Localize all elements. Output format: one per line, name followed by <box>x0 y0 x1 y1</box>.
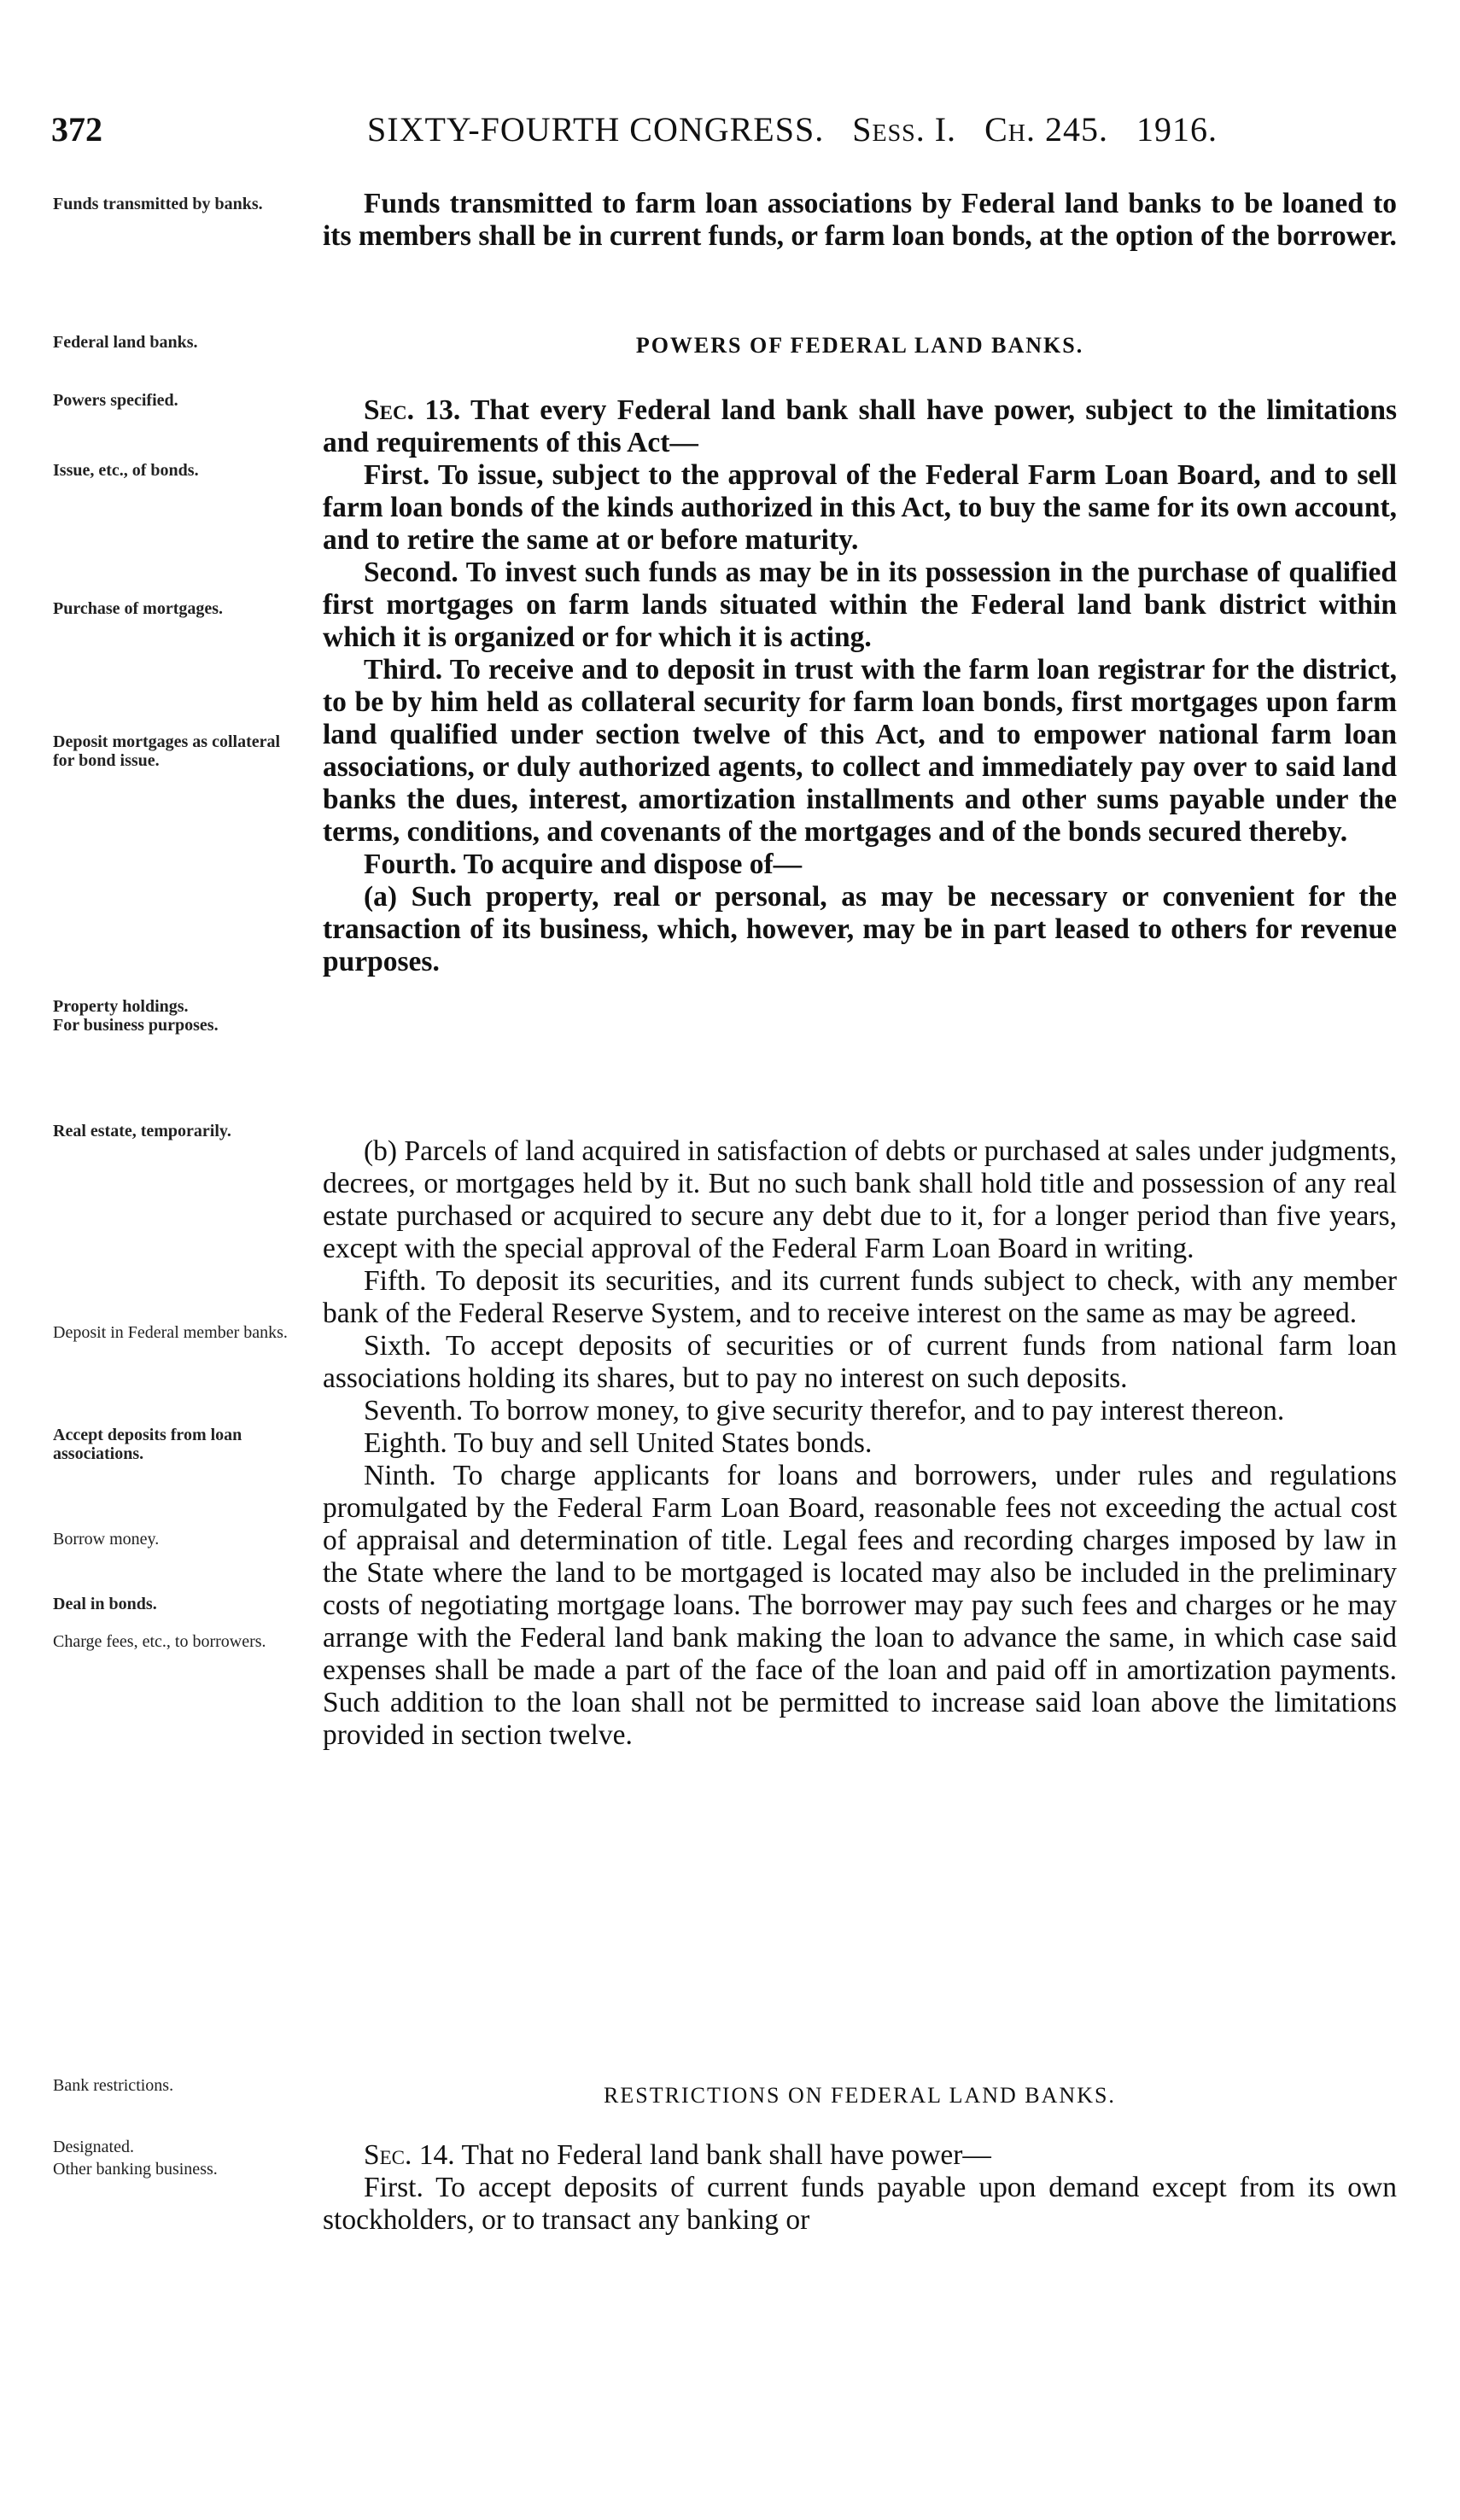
section-14-intro <box>323 2139 1397 2172</box>
section-13-block-continued <box>323 1135 1397 1752</box>
session-label: Sess. I. <box>852 110 957 149</box>
margin-note: Property holdings. <box>53 997 189 1016</box>
margin-note: Deal in bonds. <box>53 1595 157 1613</box>
margin-note: Deposit mortgages as collateral for bond issue. <box>53 732 281 770</box>
power-seventh: Seventh. To borrow money, to give security therefor, and to pay interest thereon. <box>364 1395 1285 1426</box>
funds-paragraph-block <box>323 188 1397 253</box>
margin-note: Borrow money. <box>53 1530 160 1549</box>
power-ninth: Ninth. To charge applicants for loans and borrowers, under rules and regulations promulgated by the Federal Farm Loan Board, reasonable fees not exceeding the actual cost of appraisal and determination of title. Legal fees and recording charges imposed by law in the State where the land to be mortgaged is located may also be included in the preliminary costs of negotiating mortgage loans. The borrower may pay such fees and charges or he may arrange with the Federal land bank making the loan to advance the same, in which case said expenses shall be made a part of the face of the loan and paid off in amortization payments. Such addition to the loan shall not be permitted to increase said loan above the limitations provided in section twelve. <box>323 1460 1397 1751</box>
section-14-text: That no Federal land bank shall have power— <box>461 2139 991 2171</box>
margin-note: Designated. <box>53 2138 134 2156</box>
funds-paragraph: Funds transmitted to farm loan associations by Federal land banks to be loaned to its members shall be in current funds, or farm loan bonds, at the option of the borrower. <box>323 188 1397 252</box>
page-number: 372 <box>51 110 102 149</box>
restriction-first: First. To accept deposits of current funds payable upon demand except from its own stockholders, or to transact any banking or <box>323 2172 1397 2236</box>
running-title <box>367 109 1218 149</box>
margin-note: Charge fees, etc., to borrowers. <box>53 1632 266 1651</box>
power-fifth: Fifth. To deposit its securities, and its current funds subject to check, with any member bank of the Federal Reserve System, and to receive interest on the same as may be agreed. <box>323 1265 1397 1329</box>
powers-heading: POWERS OF FEDERAL LAND BANKS. <box>635 333 1084 358</box>
margin-note: Deposit in Federal member banks. <box>53 1323 288 1342</box>
section-13-label: Sec. 13. <box>364 394 461 426</box>
running-header <box>51 109 1396 160</box>
margin-note: Real estate, temporarily. <box>53 1122 231 1140</box>
power-fourth-b: (b) Parcels of land acquired in satisfaction of debts or purchased at sales under judgments, decrees, or mortgages held by it. But no such bank shall hold title and possession of any real estate purchased or acquired to secure any debt due to it, for a longer period than five years, except with the special approval of the Federal Farm Loan Board in writing. <box>323 1135 1397 1264</box>
margin-note: Powers specified. <box>53 391 178 410</box>
margin-note: Issue, etc., of bonds. <box>53 461 199 480</box>
section-14-label: Sec. 14. <box>364 2139 455 2171</box>
power-third: Third. To receive and to deposit in trust with the farm loan registrar for the district, to be by him held as collateral security for farm loan bonds, first mortgages upon farm land qualified under section twelve of this Act, and to empower national farm loan associations, or duly authorized agents, to collect and immediately pay over to said land banks the dues, interest, amortization installments and other sums payable under the terms, conditions, and covenants of the mortgages and of the bonds secured thereby. <box>323 654 1397 848</box>
power-eighth: Eighth. To buy and sell United States bonds. <box>364 1427 873 1459</box>
restrictions-heading: RESTRICTIONS ON FEDERAL LAND BANKS. <box>604 2083 1116 2108</box>
section-13-block <box>323 394 1397 978</box>
margin-note: Other banking business. <box>53 2160 218 2179</box>
section-13-intro <box>323 394 1397 459</box>
section-14-block <box>323 2139 1397 2237</box>
power-sixth: Sixth. To accept deposits of securities or of current funds from national farm loan associations holding its shares, but to pay no interest on such deposits. <box>323 1330 1397 1394</box>
power-fourth: Fourth. To acquire and dispose of— <box>364 849 803 880</box>
margin-note: Accept deposits from loan associations. <box>53 1426 242 1463</box>
chapter-label: Ch. 245. <box>984 110 1108 149</box>
power-first: First. To issue, subject to the approval of the Federal Farm Loan Board, and to sell farm loan bonds of the kinds authorized in this Act, to buy the same for its own account, and to retire the same at or before maturity. <box>323 459 1397 556</box>
year-label: 1916. <box>1136 110 1218 149</box>
power-fourth-a: (a) Such property, real or personal, as may be necessary or convenient for the transaction of its business, which, however, may be in part leased to others for revenue purposes. <box>323 881 1397 977</box>
margin-note: For business purposes. <box>53 1016 219 1035</box>
section-13-text: That every Federal land bank shall have power, subject to the limitations and requirements of this Act— <box>323 394 1397 458</box>
margin-note: Federal land banks. <box>53 333 198 352</box>
margin-note: Funds transmitted by banks. <box>53 195 263 213</box>
power-second: Second. To invest such funds as may be in its possession in the purchase of qualified first mortgages on farm lands situated within the Federal land bank district within which it is organized or for which it is acting. <box>323 557 1397 653</box>
margin-note: Bank restrictions. <box>53 2076 174 2095</box>
margin-note: Purchase of mortgages. <box>53 599 224 618</box>
congress-title: SIXTY-FOURTH CONGRESS. <box>367 110 825 149</box>
